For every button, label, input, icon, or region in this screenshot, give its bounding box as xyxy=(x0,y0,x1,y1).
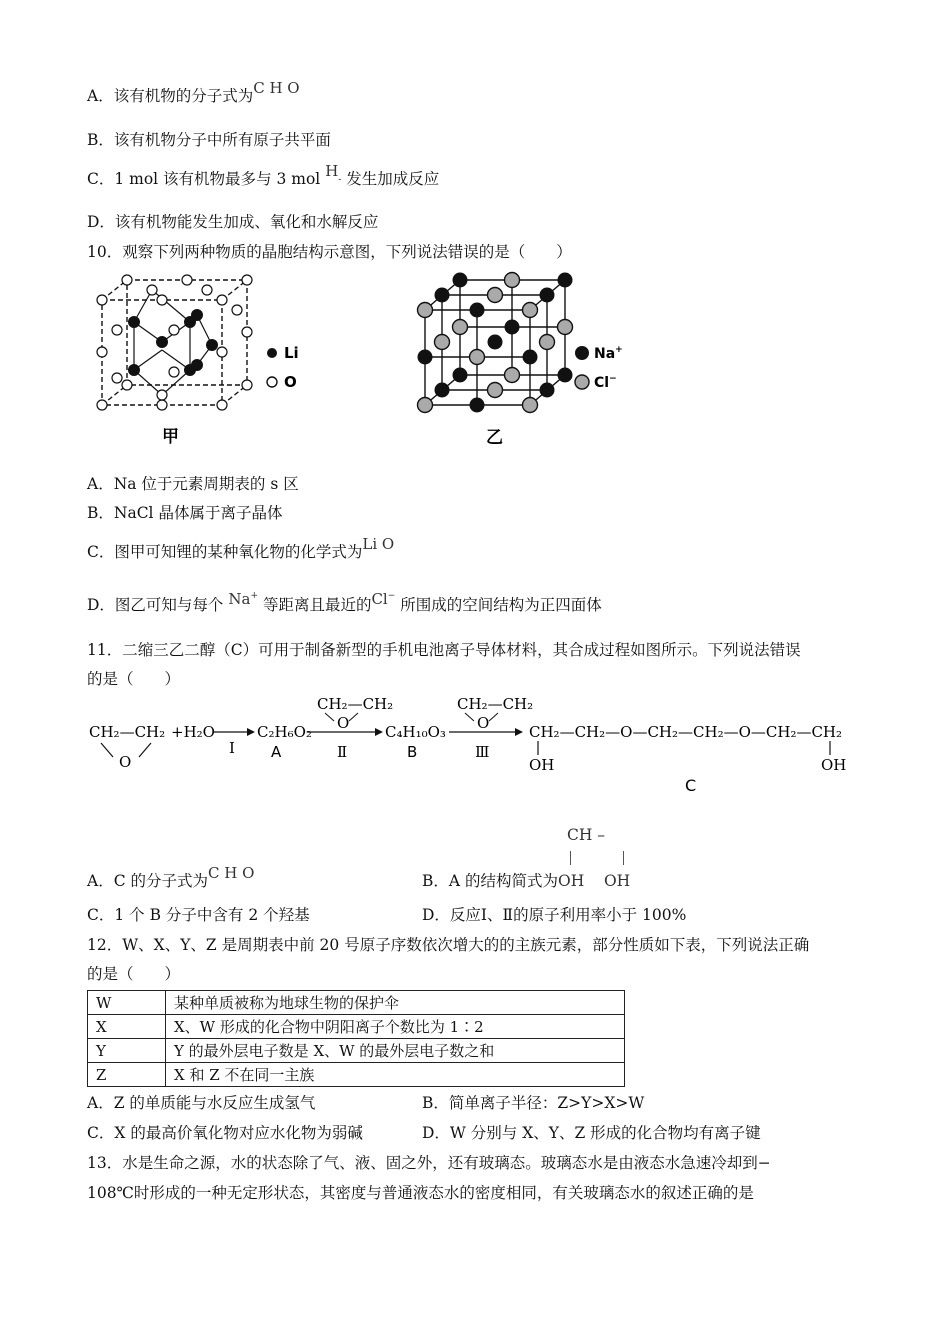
step-i: Ⅰ xyxy=(229,739,235,757)
q12-option-b: B．简单离子半径：Z>Y>X>W xyxy=(422,1094,645,1112)
q9-option-c-formula: H xyxy=(325,162,339,180)
reactant-water: +H₂O xyxy=(171,723,215,741)
struct-bond-left xyxy=(570,851,571,865)
q10-option-c: C．图甲可知锂的某种氧化物的化学式为Li O xyxy=(87,535,395,561)
legend-cl-label: Cl xyxy=(594,375,610,391)
step-ii: Ⅱ xyxy=(337,743,348,761)
q11-option-b: B．A 的结构简式为OH OH xyxy=(422,872,631,890)
q12-option-a: A．Z 的单质能与水反应生成氢气 xyxy=(87,1094,316,1112)
svg-text:O: O xyxy=(477,714,490,732)
q10-stem: 10．观察下列两种物质的晶胞结构示意图，下列说法错误的是（ ） xyxy=(87,243,572,261)
q12-option-c: C．X 的最高价氧化物对应水化物为弱碱 xyxy=(87,1124,363,1142)
label-b: B xyxy=(407,743,418,761)
q9-option-d: D．该有机物能发生加成、氧化和水解反应 xyxy=(87,213,379,231)
q11-option-a-formula: C H O xyxy=(207,864,255,882)
q9-option-c: C．1 mol 该有机物最多与 3 mol H- 发生加成反应 xyxy=(87,162,440,188)
q10-option-b: B．NaCl 晶体属于离子晶体 xyxy=(87,504,283,522)
svg-text:O: O xyxy=(337,714,350,732)
oh-left: OH xyxy=(529,756,555,774)
q11-option-a: A．C 的分子式为C H O xyxy=(87,864,255,890)
legend-na-dot xyxy=(575,346,589,360)
q13-stem-line1: 13．水是生命之源，水的状态除了气、液、固之外，还有玻璃态。玻璃态水是由液态水急速冷却到− xyxy=(87,1154,771,1172)
q10-figure-jia xyxy=(92,270,322,450)
label-a: A xyxy=(271,743,282,761)
struct-bond-right xyxy=(623,851,624,865)
q10-option-c-formula: Li O xyxy=(362,535,395,553)
q9-option-a: A．该有机物的分子式为C H O xyxy=(87,79,300,105)
legend-o-label: O xyxy=(284,373,297,391)
svg-text:O: O xyxy=(119,753,132,771)
q12-stem-line2: 的是（ ） xyxy=(87,965,181,983)
q10-figure-yi xyxy=(410,265,640,450)
label-c: C xyxy=(685,776,697,795)
legend-cl-dot xyxy=(575,375,589,389)
legend-li-label: Li xyxy=(284,344,299,362)
legend-black-dot xyxy=(267,348,277,358)
q13-stem-line2: 108℃时形成的一种无定形状态，其密度与普通液态水的密度相同，有关玻璃态水的叙述正确的是 xyxy=(87,1184,754,1202)
q11-reaction-scheme xyxy=(85,695,865,795)
table-row: X X、W 形成的化合物中阴阳离子个数比为 1∶2 xyxy=(88,1015,625,1039)
product-c: CH₂—CH₂—O—CH₂—CH₂—O—CH₂—CH₂ xyxy=(529,723,843,741)
step-iii: Ⅲ xyxy=(475,743,490,761)
legend-white-dot xyxy=(267,377,277,387)
svg-text:Cl−: Cl− xyxy=(594,374,617,391)
q12-element-table xyxy=(87,990,625,1087)
product-a: C₂H₆O₂ xyxy=(257,723,312,741)
table-row: Y Y 的最外层电子数是 X、W 的最外层电子数之和 xyxy=(88,1039,625,1063)
q11-stem-line2: 的是（ ） xyxy=(87,670,181,688)
table-row: Z X 和 Z 不在同一主族 xyxy=(88,1063,625,1087)
q11-stem-line1: 11．二缩三乙二醇（C）可用于制备新型的手机电池离子导体材料，其合成过程如图所示。下列说法错误 xyxy=(87,641,801,659)
oh-right: OH xyxy=(821,756,847,774)
legend-na-label: Na xyxy=(594,346,616,362)
cl-ion: Cl− xyxy=(371,590,396,608)
svg-text:CH₂—CH₂: CH₂—CH₂ xyxy=(317,695,394,713)
q10-option-d: D．图乙可知与每个 Na+ 等距离且最近的Cl− 所围成的空间结构为正四面体 xyxy=(87,590,602,614)
q9-option-b: B．该有机物分子中所有原子共平面 xyxy=(87,131,331,149)
table-row: W 某种单质被称为地球生物的保护伞 xyxy=(88,991,625,1015)
reactant-ethylene-oxide: CH₂—CH₂ xyxy=(89,723,166,741)
q11-option-d: D．反应Ⅰ、Ⅱ的原子利用率小于 100% xyxy=(422,906,687,924)
q11-option-c: C．1 个 B 分子中含有 2 个羟基 xyxy=(87,906,310,924)
q12-stem-line1: 12．W、X、Y、Z 是周期表中前 20 号原子序数依次增大的的主族元素，部分性质如下表，下列说法正确 xyxy=(87,936,810,954)
svg-text:CH₂—CH₂: CH₂—CH₂ xyxy=(457,695,534,713)
q12-option-d: D．W 分别与 X、Y、Z 形成的化合物均有离子键 xyxy=(422,1124,761,1142)
product-b: C₄H₁₀O₃ xyxy=(385,723,446,741)
q9-option-a-formula: C H O xyxy=(253,79,300,97)
q10-option-a: A．Na 位于元素周期表的 s 区 xyxy=(87,475,299,493)
na-ion: Na+ xyxy=(228,590,258,608)
q11-option-b-struct-top: CH – xyxy=(567,826,606,844)
svg-text:Na+: Na+ xyxy=(594,345,623,362)
caption-jia: 甲 xyxy=(162,427,179,447)
caption-yi: 乙 xyxy=(486,428,503,448)
